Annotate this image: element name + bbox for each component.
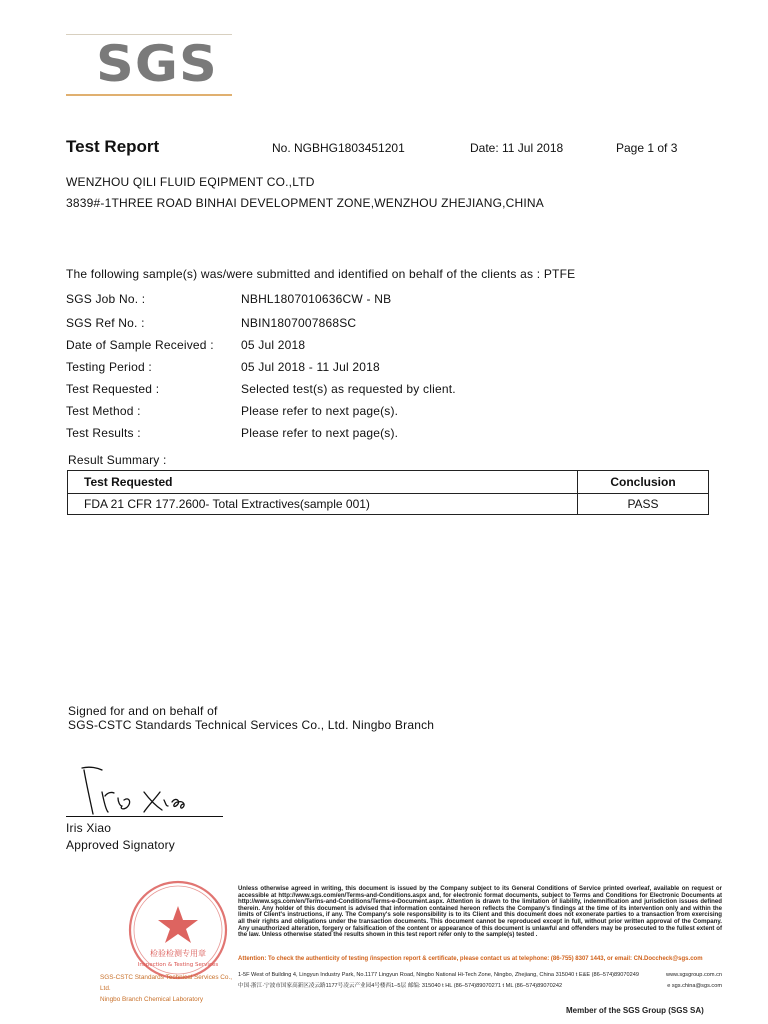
page-number: Page 1 of 3 [616,141,678,155]
result-summary-table [67,470,709,515]
field-value-job-no: NBHL1807010636CW - NB [241,292,392,306]
cell-test: FDA 21 CFR 177.2600- Total Extractives(sample 001) [68,494,578,515]
company-name: SGS-CSTC Standards Technical Services Co., Ltd. Ningbo Branch [68,718,435,732]
field-label-test-method: Test Method : [66,404,141,418]
sgs-logo [66,34,232,96]
field-label-test-results: Test Results : [66,426,141,440]
cell-conclusion: PASS [578,494,709,515]
field-value-ref-no: NBIN1807007868SC [241,316,357,330]
signatory-role: Approved Signatory [66,838,175,852]
lab-name [100,972,240,1005]
report-date: Date: 11 Jul 2018 [470,141,564,155]
field-label-testing-period: Testing Period : [66,360,152,374]
seal-subtext: Inspection & Testing Services [137,962,219,968]
contact-website: www.sgsgroup.com.cn [666,972,722,978]
field-value-test-requested: Selected test(s) as requested by client. [241,382,456,396]
contact-line-english [238,972,722,979]
seal-text: 检验检测专用章 [150,949,206,958]
field-value-testing-period: 05 Jul 2018 - 11 Jul 2018 [241,360,380,374]
field-label-job-no: SGS Job No. : [66,292,146,306]
field-label-ref-no: SGS Ref No. : [66,316,145,330]
contact-line-chinese [238,983,722,990]
contact-address-chinese: 中国·浙江·宁波市国家高新区凌云路1177号凌云产业园4号楼西1–5层 邮编: 315040 t HL (86–574)89070271 t ML (86–574)89070242 [238,983,563,989]
legal-disclaimer: Unless otherwise agreed in writing, this document is issued by the Company subject to its General Conditions of Service printed overleaf, available on request or accessible at http://www.sgs.com/en/Terms-and-Conditions.aspx and, for electronic format documents, subject to Terms and Conditions for Electronic Documents at http://www.sgs.com/en/Terms-and-Conditions/Terms-e-Document.aspx. Attention is drawn to the limitation of liability, indemnification and jurisdiction issues defined therein. Any holder of this document is advised that information contained hereon reflects the Company's findings at the time of its intervention only and within the limits of Client's instructions, if any. The Company's sole responsibility is to its Client and this document does not exonerate parties to a transaction from exercising all their rights and obligations under the transaction documents. This document cannot be reproduced except in full, without prior written approval of the Company. Any unauthorized alteration, forgery or falsification of the content or appearance of this document is unlawful and offenders may be prosecuted to the fullest extent of the law. Unless otherwise stated the results shown in this test report refer only to the sample(s) tested . [238,885,722,939]
contact-email: e sgs.china@sgs.com [667,983,722,989]
table-row [68,494,709,515]
intro-statement: The following sample(s) was/were submitted and identified on behalf of the clients as : PTFE [66,267,576,281]
logo-rule-bottom [66,94,232,96]
signed-on-behalf: Signed for and on behalf of [68,704,218,718]
logo-text: SGS [96,35,218,93]
contact-address-english: 1-5F West of Building 4, Lingyun Industry Park, No.1177 Lingyun Road, Ningbo National Hi-Tech Zone, Ningbo, Zhejiang, China 315040 t E&E (86–574)89070249 [238,972,639,978]
authenticity-notice: Attention: To check the authenticity of testing /inspection report & certificate, please contact us at telephone: (86-755) 8307 1443, or email: CN.Doccheck@sgs.com [238,956,703,962]
signature-line [66,816,223,817]
field-label-date-received: Date of Sample Received : [66,338,214,352]
field-label-test-requested: Test Requested : [66,382,160,396]
signatory-name: Iris Xiao [66,821,112,835]
footer [94,880,722,1003]
column-header-test: Test Requested [68,471,578,494]
column-header-conclusion: Conclusion [578,471,709,494]
table-header-row [68,471,709,494]
field-value-test-results: Please refer to next page(s). [241,426,399,440]
handwritten-signature [68,762,228,822]
report-number: No. NGBHG1803451201 [272,141,405,155]
lab-name-line1: SGS-CSTC Standards Technical Services Co., Ltd. [100,974,233,992]
field-value-date-received: 05 Jul 2018 [241,338,306,352]
field-value-test-method: Please refer to next page(s). [241,404,399,418]
report-title: Test Report [66,137,160,156]
client-address: 3839#-1THREE ROAD BINHAI DEVELOPMENT ZONE,WENZHOU ZHEJIANG,CHINA [66,196,544,210]
lab-name-line2: Ningbo Branch Chemical Laboratory [100,996,204,1003]
client-name: WENZHOU QILI FLUID EQIPMENT CO.,LTD [66,175,315,189]
member-statement: Member of the SGS Group (SGS SA) [566,1006,704,1015]
result-summary-label: Result Summary : [68,453,167,467]
